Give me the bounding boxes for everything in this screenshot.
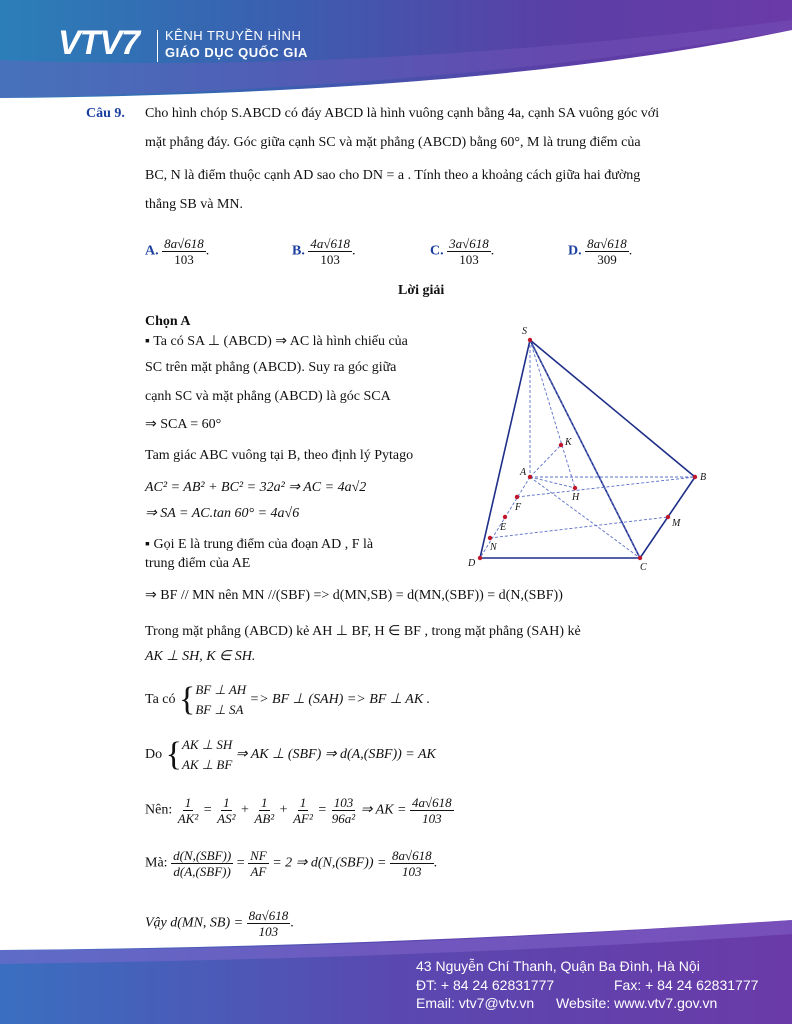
point-a: [528, 475, 532, 479]
footer-email[interactable]: Email: vtv7@vtv.vn: [416, 995, 535, 1011]
option-d-letter: D.: [568, 243, 582, 259]
option-a-letter: A.: [145, 243, 159, 259]
system-1: BF ⊥ AH BF ⊥ SA: [195, 682, 247, 717]
solution-line-4: ⇒ SCA = 60°: [145, 417, 222, 432]
label-d: D: [468, 558, 476, 569]
pyramid-figure: [460, 320, 720, 580]
option-d[interactable]: D. $\frac{8a√618}{309}$ .: [568, 236, 633, 267]
solution-line-6: AC² = AB² + BC² = 32a² ⇒ AC = 4a√2: [145, 480, 367, 495]
option-b-fraction: $\frac{4a√618}{103}$: [310, 236, 350, 267]
label-c: C: [640, 562, 647, 573]
label-a: A: [520, 467, 527, 478]
logo-divider: [157, 30, 158, 62]
solution-line-8: ▪ Gọi E là trung điểm của đoạn AD , F là: [145, 537, 374, 552]
option-c[interactable]: C. $\frac{3a√618}{103}$ .: [430, 236, 495, 267]
solution-line-3: cạnh SC và mặt phẳng (ABCD) là góc SCA: [145, 389, 391, 404]
point-e: [503, 515, 507, 519]
point-m: [666, 515, 670, 519]
label-h: H: [572, 492, 580, 503]
label-b: B: [700, 472, 707, 483]
option-c-fraction: $\frac{3a√618}{103}$: [449, 236, 489, 267]
solution-line-14: Do { AK ⊥ SH AK ⊥ BF ⇒ AK ⊥ (SBF) ⇒ d(A,(SBF)) = AK: [145, 736, 436, 773]
vtv7-logo: VTV7: [58, 24, 140, 62]
solution-line-10: ⇒ BF // MN nên MN //(SBF) => d(MN,SB) = d(MN,(SBF)) = d(N,(SBF)): [145, 588, 563, 603]
solution-line-1: ▪ Ta có SA ⊥ (ABCD) ⇒ AC là hình chiếu của: [145, 334, 408, 349]
header-banner: [0, 0, 792, 98]
label-k: K: [565, 437, 572, 448]
option-d-fraction: $\frac{8a√618}{309}$: [587, 236, 627, 267]
solution-line-15: Nên: $\frac{1}{\text{AK²}}$ = $\frac{1}{\text{AS²}}$ + $\frac{1}{\text{AB²}}$ + $\frac{1}{\text{AF²}}$ = $\frac{103}{\text{96a²}}$ ⇒ AK = $\frac{4a√618}{103}$: [145, 795, 452, 826]
point-d: [478, 556, 482, 560]
solution-choice: Chọn A: [145, 314, 191, 329]
footer-banner: [0, 920, 792, 1024]
question-label: Câu 9.: [86, 106, 125, 121]
solution-line-5: Tam giác ABC vuông tại B, theo định lý Pytago: [145, 448, 414, 463]
option-b[interactable]: B. $\frac{4a√618}{103}$ .: [292, 236, 356, 267]
system-2: AK ⊥ SH AK ⊥ BF: [181, 737, 233, 772]
label-f: F: [515, 502, 522, 513]
point-n: [488, 536, 492, 540]
option-c-letter: C.: [430, 243, 444, 259]
solution-line-17: Vậy d(MN, SB) = $\frac{8a√618}{103}$ .: [145, 908, 294, 939]
question-line-3: BC, N là điểm thuộc cạnh AD sao cho DN = a . Tính theo a khoảng cách giữa hai đường: [145, 168, 641, 183]
solution-line-11: Trong mặt phẳng (ABCD) kẻ AH ⊥ BF, H ∈ BF , trong mặt phẳng (SAH) kẻ: [145, 624, 581, 639]
channel-name-line1: KÊNH TRUYỀN HÌNH: [165, 28, 302, 43]
point-s: [528, 338, 532, 342]
point-b: [693, 475, 697, 479]
footer-fax: Fax: + 84 24 62831777: [614, 977, 759, 993]
label-m: M: [672, 518, 681, 529]
option-b-letter: B.: [292, 243, 305, 259]
footer-phone: ĐT: + 84 24 62831777: [416, 977, 555, 993]
solution-title: Lời giải: [398, 283, 445, 298]
question-line-2: mặt phẳng đáy. Góc giữa cạnh SC và mặt phẳng (ABCD) bằng 60°, M là trung điểm của: [145, 135, 641, 150]
footer-website[interactable]: Website: www.vtv7.gov.vn: [556, 995, 718, 1011]
footer-address: 43 Nguyễn Chí Thanh, Quận Ba Đình, Hà Nội: [416, 958, 700, 974]
question-line-4: thẳng SB và MN.: [145, 197, 243, 212]
point-k: [559, 443, 563, 447]
option-a[interactable]: A. $\frac{8a√618}{103}$ .: [145, 236, 210, 267]
question-line-1: Cho hình chóp S.ABCD có đáy ABCD là hình vuông cạnh bằng 4a, cạnh SA vuông góc với: [145, 106, 660, 121]
point-c: [638, 556, 642, 560]
solution-line-7: ⇒ SA = AC.tan 60° = 4a√6: [145, 506, 300, 521]
solution-line-2: SC trên mặt phẳng (ABCD). Suy ra góc giữa: [145, 360, 397, 375]
channel-name-line2: GIÁO DỤC QUỐC GIA: [165, 45, 308, 60]
solution-line-13: Ta có { BF ⊥ AH BF ⊥ SA => BF ⊥ (SAH) => BF ⊥ AK .: [145, 681, 431, 718]
option-a-fraction: $\frac{8a√618}{103}$: [164, 236, 204, 267]
solution-line-12: AK ⊥ SH, K ∈ SH.: [145, 649, 256, 664]
solution-line-9: trung điểm của AE: [145, 556, 251, 571]
point-h: [573, 486, 577, 490]
label-n: N: [490, 542, 497, 553]
point-f: [515, 495, 519, 499]
label-s: S: [522, 326, 527, 337]
solution-line-16: Mà: $\frac{\text{d(N,(SBF))}}{\text{d(A,(SBF))}}$ = $\frac{NF}{AF}$ = 2 ⇒ d(N,(SBF)) = $\frac{8a√618}{103}$ .: [145, 848, 438, 879]
label-e: E: [500, 522, 507, 533]
